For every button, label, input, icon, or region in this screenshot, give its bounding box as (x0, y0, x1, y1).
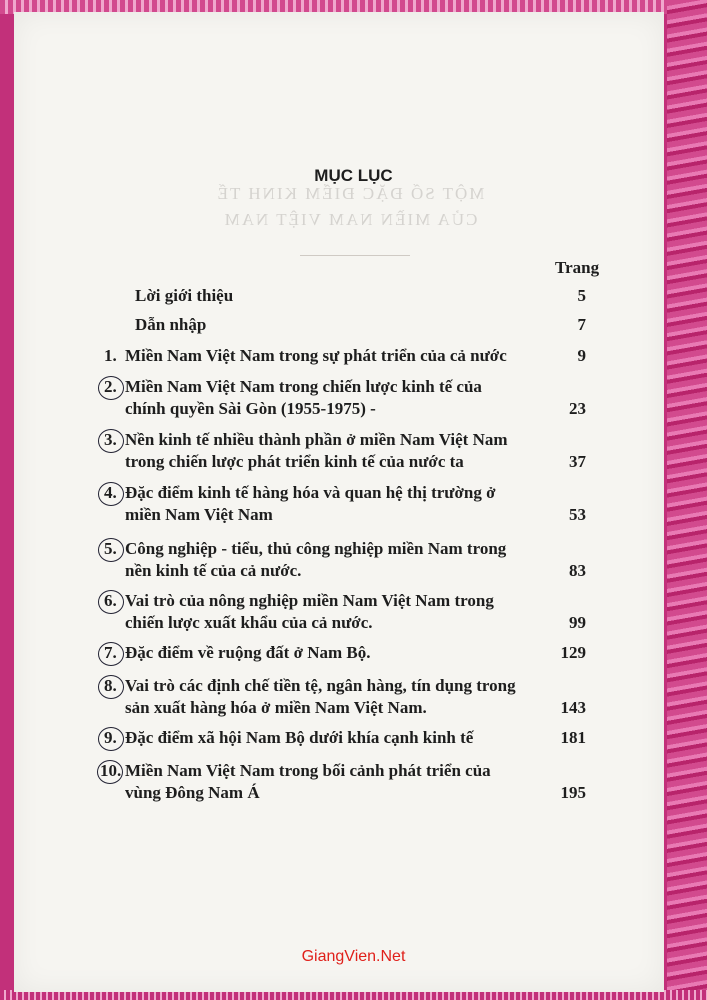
toc-entry-page: 5 (577, 286, 586, 305)
chapter-title-line: Đặc điểm kinh tế hàng hóa và quan hệ thị trường ở (125, 483, 496, 502)
page-title: MỤC LỤC (314, 166, 393, 185)
book-cover-right-edge (667, 0, 707, 1000)
chapter-title-line: chiến lược xuất khẩu của cả nước. (125, 613, 373, 632)
chapter-title-line: trong chiến lược phát triển kinh tế của nước ta (125, 452, 464, 471)
chapter-page-number: 195 (560, 783, 586, 802)
chapter-number: 5. (104, 539, 117, 558)
chapter-page-number: 23 (569, 399, 586, 418)
chapter-title-line: Đặc điểm xã hội Nam Bộ dưới khía cạnh kinh tế (125, 728, 474, 747)
chapter-title-line: vùng Đông Nam Á (125, 783, 260, 802)
bleed-through-text: MỘT SỐ ĐẶC ĐIỂM KINH TẾ (215, 184, 485, 203)
chapter-number: 6. (104, 591, 117, 610)
chapter-page-number: 181 (560, 728, 586, 747)
chapter-title-line: Vai trò của nông nghiệp miền Nam Việt Nam trong (125, 591, 494, 610)
toc-entry-title: Dẫn nhập (135, 315, 207, 334)
bleed-through-text: CỦA MIỀN NAM VIỆT NAM (222, 210, 478, 229)
chapter-number: 7. (104, 643, 117, 662)
chapter-page-number: 143 (560, 698, 586, 717)
chapter-number: 4. (104, 483, 117, 502)
chapter-number: 10. (100, 761, 122, 780)
divider (300, 255, 410, 256)
chapter-title-line: Đặc điểm về ruộng đất ở Nam Bộ. (125, 643, 371, 662)
handwritten-circle-mark (98, 538, 124, 562)
chapter-number: 2. (104, 377, 117, 396)
toc-entry-page: 7 (577, 315, 586, 334)
handwritten-circle-mark (98, 376, 124, 400)
chapter-page-number: 99 (569, 613, 586, 632)
chapter-page-number: 53 (569, 505, 586, 524)
toc-entry-title: Lời giới thiệu (135, 286, 234, 305)
chapter-title-line: Vai trò các định chế tiền tệ, ngân hàng, tín dụng trong (125, 676, 516, 695)
page-column-label: Trang (555, 258, 600, 277)
handwritten-circle-mark (98, 590, 124, 614)
chapter-title-line: Nền kinh tế nhiều thành phần ở miền Nam Việt Nam (125, 430, 508, 449)
chapter-page-number: 129 (560, 643, 586, 662)
chapter-title-line: chính quyền Sài Gòn (1955-1975) - (125, 399, 376, 418)
handwritten-circle-mark (98, 482, 124, 506)
watermark: GiangVien.Net (301, 948, 406, 965)
chapter-page-number: 37 (569, 452, 586, 471)
chapter-number: 9. (104, 728, 117, 747)
chapter-title-line: sản xuất hàng hóa ở miền Nam Việt Nam. (125, 698, 427, 717)
chapter-number: 3. (104, 430, 117, 449)
chapter-title-line: nền kinh tế của cả nước. (125, 561, 302, 580)
handwritten-circle-mark (98, 429, 124, 453)
handwritten-circle-mark (98, 642, 124, 666)
handwritten-circle-mark (98, 727, 124, 751)
handwritten-circle-mark (97, 760, 123, 784)
chapter-title-line: Miền Nam Việt Nam trong bối cảnh phát triển của (125, 761, 491, 780)
chapter-page-number: 83 (569, 561, 586, 580)
chapter-title-line: Công nghiệp - tiểu, thủ công nghiệp miền Nam trong (125, 539, 507, 558)
chapter-page-number: 9 (577, 346, 586, 365)
chapter-title-line: miền Nam Việt Nam (125, 505, 273, 524)
chapter-title-line: Miền Nam Việt Nam trong chiến lược kinh tế của (125, 377, 482, 396)
chapter-number: 1. (104, 346, 117, 365)
chapter-title-line: Miền Nam Việt Nam trong sự phát triển của cả nước (125, 346, 507, 365)
handwritten-circle-mark (98, 675, 124, 699)
chapter-number: 8. (104, 676, 117, 695)
